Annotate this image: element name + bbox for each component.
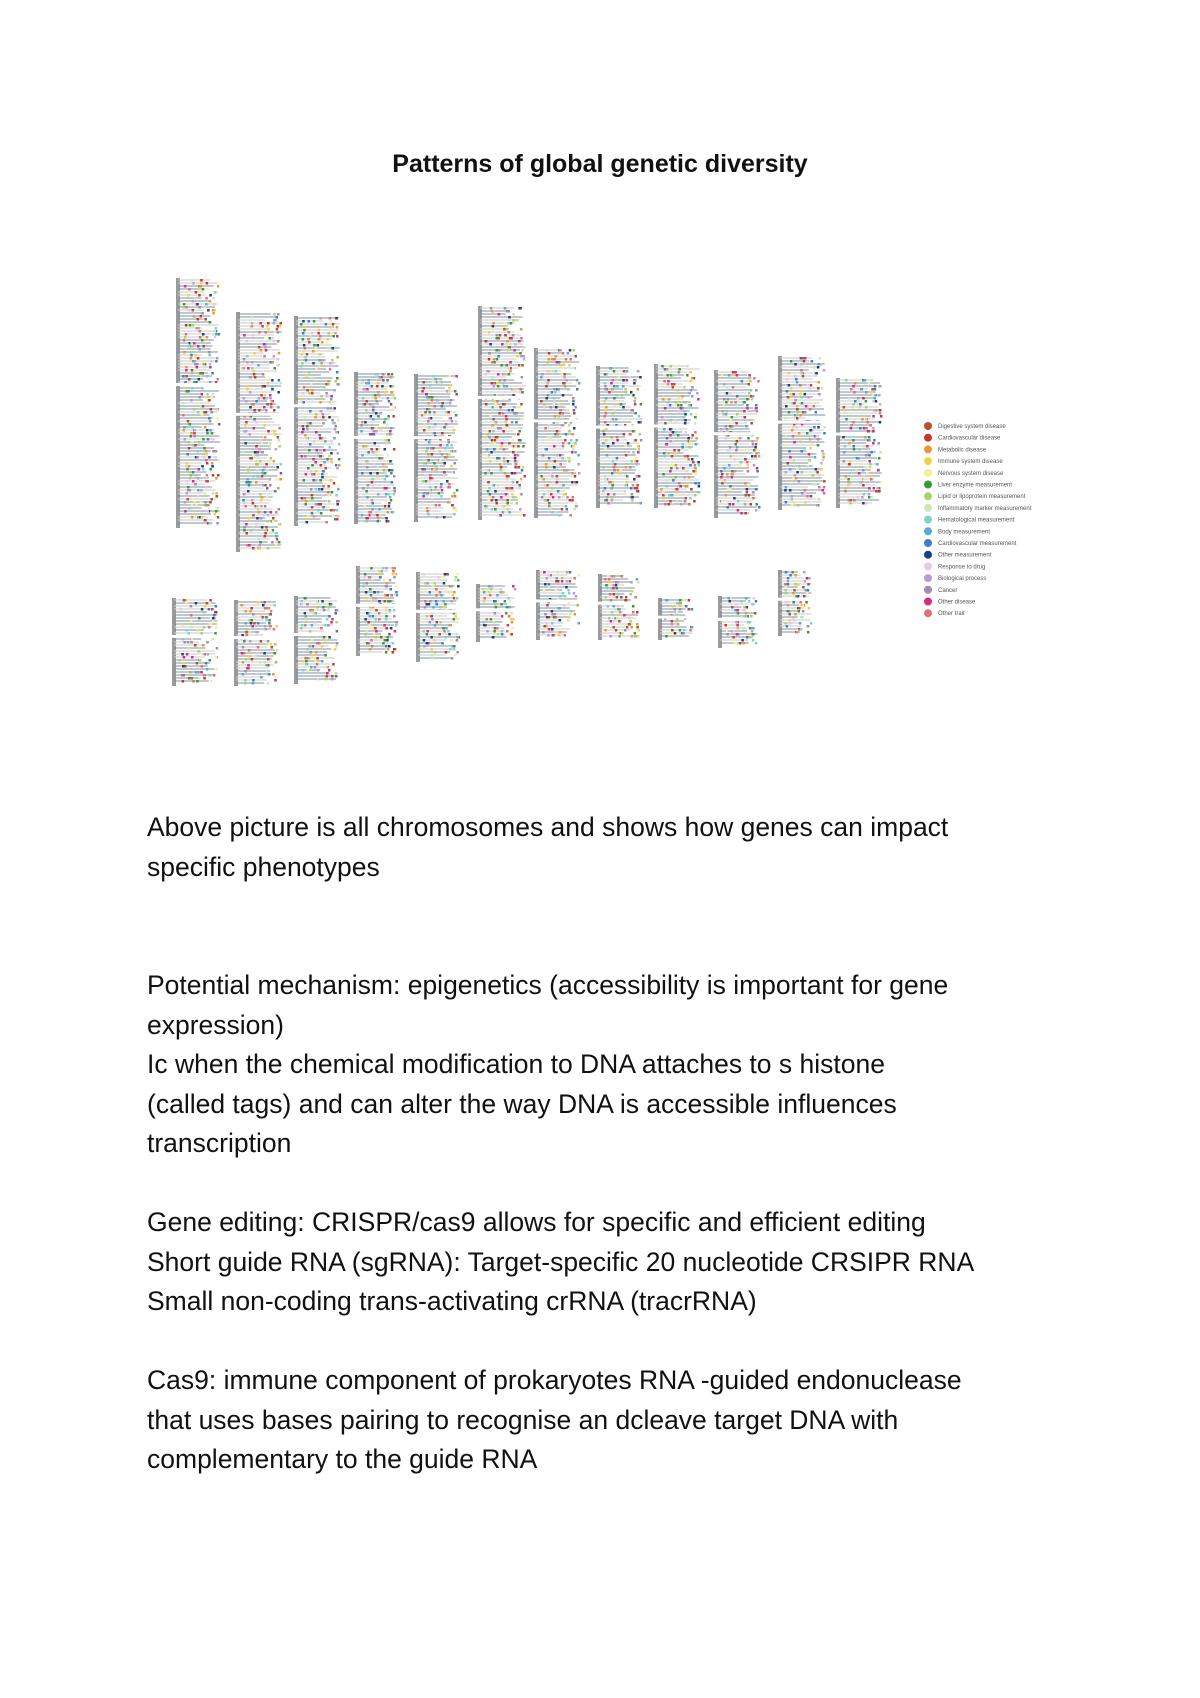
legend-swatch — [924, 422, 932, 430]
legend-item — [924, 504, 1032, 512]
legend-label: Liver enzyme measurement — [938, 482, 1013, 489]
chromosome-9 — [653, 364, 701, 508]
legend-item — [924, 586, 957, 594]
legend-label: Body measurement — [938, 529, 991, 536]
legend-item — [924, 481, 1012, 489]
chromosome-ideogram — [658, 598, 662, 640]
chromosome-3 — [293, 316, 341, 526]
text-line: Above picture is all chromosomes and shows how genes can impact — [147, 812, 949, 842]
legend-swatch — [924, 481, 932, 489]
paragraph-gene-editing — [147, 1203, 1087, 1322]
legend-swatch — [924, 586, 932, 594]
chromosome-15 — [293, 596, 339, 684]
text-line: transcription — [147, 1128, 292, 1158]
legend-item — [924, 445, 987, 453]
chromosome-14 — [233, 600, 279, 686]
text-line: (called tags) and can alter the way DNA is accessible influences — [147, 1088, 897, 1119]
legend-swatch — [924, 516, 932, 524]
legend-swatch — [924, 504, 932, 512]
legend-swatch — [924, 469, 932, 477]
chromosome-19 — [535, 570, 581, 640]
legend-label: Cardiovascular disease — [938, 435, 1001, 442]
page-title: Patterns of global genetic diversity — [392, 150, 808, 178]
legend-label: Cancer — [938, 587, 958, 594]
chromosome-5 — [413, 374, 459, 522]
legend-item — [924, 422, 1006, 430]
legend-item — [924, 492, 1026, 500]
legend-item — [924, 469, 1004, 477]
chromosome-23 — [777, 570, 813, 636]
chromosome-phenogram-figure — [0, 0, 1200, 760]
legend-label: Nervous system disease — [938, 470, 1004, 477]
text-line: Small non-coding trans-activating crRNA (tracrRNA) — [147, 1286, 757, 1316]
legend-swatch — [924, 551, 932, 559]
phenotype-legend — [924, 422, 1032, 617]
text-line: expression) — [147, 1009, 284, 1040]
chromosome-group — [171, 278, 883, 686]
text-line: Potential mechanism: epigenetics (accessibility is important for gene — [147, 970, 949, 1000]
legend-swatch — [924, 527, 932, 535]
legend-swatch — [924, 598, 932, 606]
legend-label: Other disease — [938, 599, 976, 606]
chromosome-22 — [717, 596, 759, 648]
legend-swatch — [924, 492, 932, 500]
chromosome-ideogram — [236, 312, 240, 552]
legend-label: Metabolic disease — [938, 447, 987, 454]
legend-item — [924, 457, 1003, 465]
legend-label: Other measurement — [938, 552, 992, 559]
chromosome-2 — [235, 312, 283, 552]
chromosome-6 — [477, 306, 527, 520]
legend-item — [924, 527, 990, 535]
legend-item — [924, 574, 986, 582]
legend-swatch — [924, 457, 932, 465]
text-line: specific phenotypes — [147, 851, 380, 882]
text-line: Ic when the chemical modification to DNA attaches to s histone — [147, 1049, 885, 1079]
legend-item — [924, 562, 985, 570]
legend-label: Digestive system disease — [938, 424, 1006, 430]
legend-swatch — [924, 434, 932, 442]
paragraph-epigenetics — [147, 966, 1087, 1164]
chromosome-8 — [595, 366, 643, 508]
chromosome-13 — [171, 598, 219, 686]
text-line: that uses bases pairing to recognise an dcleave target DNA with — [147, 1404, 899, 1435]
chromosome-ideogram — [234, 600, 238, 686]
legend-swatch — [924, 539, 932, 547]
legend-label: Other trait — [938, 611, 965, 618]
legend-label: Biological process — [938, 576, 987, 583]
legend-swatch — [924, 574, 932, 582]
legend-item — [924, 551, 992, 559]
legend-label: Inflammatory marker measurement — [938, 505, 1032, 512]
phenogram-svg — [0, 0, 1200, 760]
legend-item — [924, 609, 965, 617]
legend-label: Immune system disease — [938, 459, 1003, 466]
legend-item — [924, 539, 1017, 547]
chromosome-11 — [777, 356, 827, 510]
legend-item — [924, 598, 976, 606]
legend-label: Hematological measurement — [938, 517, 1015, 524]
legend-swatch — [924, 445, 932, 453]
chromosome-20 — [597, 574, 641, 640]
chromosome-4 — [353, 372, 397, 524]
legend-item — [924, 434, 1001, 442]
text-line: Cas9: immune component of prokaryotes RNA -guided endonuclease — [147, 1365, 962, 1395]
text-line: Gene editing: CRISPR/cas9 allows for specific and efficient editing — [147, 1207, 926, 1237]
chromosome-7 — [533, 348, 581, 518]
chromosome-1 — [175, 278, 221, 528]
legend-label: Lipid or lipoprotein measurement — [938, 494, 1026, 501]
legend-item — [924, 516, 1015, 524]
legend-swatch — [924, 609, 932, 617]
chromosome-10 — [713, 370, 761, 518]
text-line: complementary to the guide RNA — [147, 1444, 538, 1474]
chromosome-17 — [415, 572, 461, 662]
paragraph-cas9 — [147, 1361, 1087, 1480]
chromosome-21 — [657, 598, 695, 640]
chromosome-12 — [835, 378, 883, 508]
legend-label: Response to drug — [938, 564, 986, 571]
paragraph-figure-caption — [147, 808, 1087, 887]
text-line: Short guide RNA (sgRNA): Target-specific 20 nucleotide CRSIPR RNA — [147, 1246, 975, 1277]
chromosome-16 — [355, 566, 399, 656]
chromosome-18 — [475, 584, 517, 642]
legend-label: Cardiovascular measurement — [938, 541, 1017, 547]
legend-swatch — [924, 562, 932, 570]
